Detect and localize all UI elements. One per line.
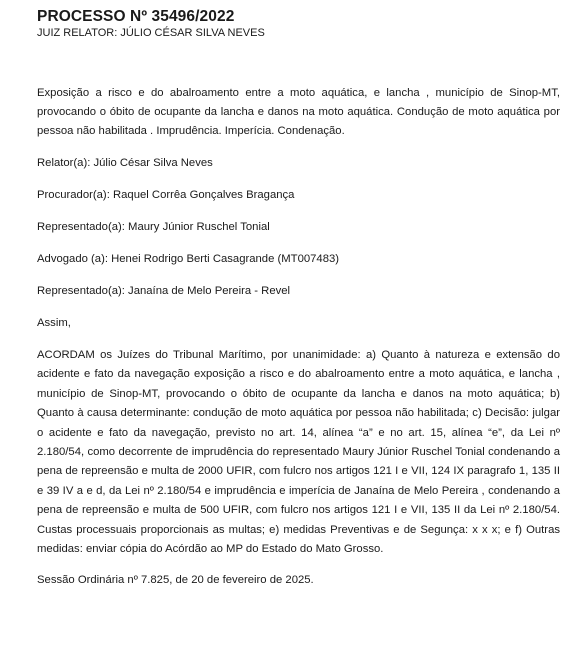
process-title: PROCESSO Nº 35496/2022 [37, 8, 235, 25]
judge-rapporteur-line: JUIZ RELATOR: JÚLIO CÉSAR SILVA NEVES [37, 27, 265, 39]
representado-line-1: Representado(a): Maury Júnior Ruschel Tonial [37, 221, 270, 233]
representado-line-2: Representado(a): Janaína de Melo Pereira - Revel [37, 285, 291, 297]
assim-line: Assim, [37, 317, 71, 329]
ementa-paragraph: Exposição a risco e do abalroamento entre a moto aquática, e lancha , município de Sinop-MT, provocando o óbito de ocupante da lancha e danos na moto aquática. Condução de moto aquática por pessoa não habilitada . Imprudência. Imperícia. Condenação. [37, 87, 560, 137]
advogado-line: Advogado (a): Henei Rodrigo Berti Casagrande (MT007483) [37, 253, 340, 265]
relator-line: Relator(a): Júlio César Silva Neves [37, 157, 213, 169]
sessao-line: Sessão Ordinária nº 7.825, de 20 de fevereiro de 2025. [37, 574, 314, 587]
procurador-line: Procurador(a): Raquel Corrêa Gonçalves Bragança [37, 189, 295, 201]
acordam-paragraph: ACORDAM os Juízes do Tribunal Marítimo, por unanimidade: a) Quanto à natureza e extensão do acidente e fato da navegação exposição a risco e do abalroamento entre a moto aquática, e lancha , município de Sinop-MT, provocando o óbito de ocupante da lancha e danos na moto aquática; b) Quanto à causa determinante: condução de moto aquática por pessoa não habilitada; c) Decisão: julgar o acidente e fato da navegação, previsto no art. 14, alínea “a” e no art. 15, alínea “e”, da Lei nº 2.180/54, como decorrente de imprudência do representado Maury Júnior Ruschel Tonial condenando a pena de repreensão e multa de 2000 UFIR, com fulcro nos artigos 121 I e VII, 124 IX paragrafo 1, 135 II e 39 IV a e d, da Lei nº 2.180/54 e imprudência e imperícia de Janaína de Melo Pereira , condenando a pena de repreensão e multa de 500 UFIR, com fulcro nos artigos 121 I e VII, 135 II da Lei nº 2.180/54. Custas processuais proporcionais as multas; e) medidas Preventivas e de Segunça: x x x; e f) Outras medidas: enviar cópia do Acórdão ao MP do Estado do Mato Grosso. [37, 349, 560, 556]
